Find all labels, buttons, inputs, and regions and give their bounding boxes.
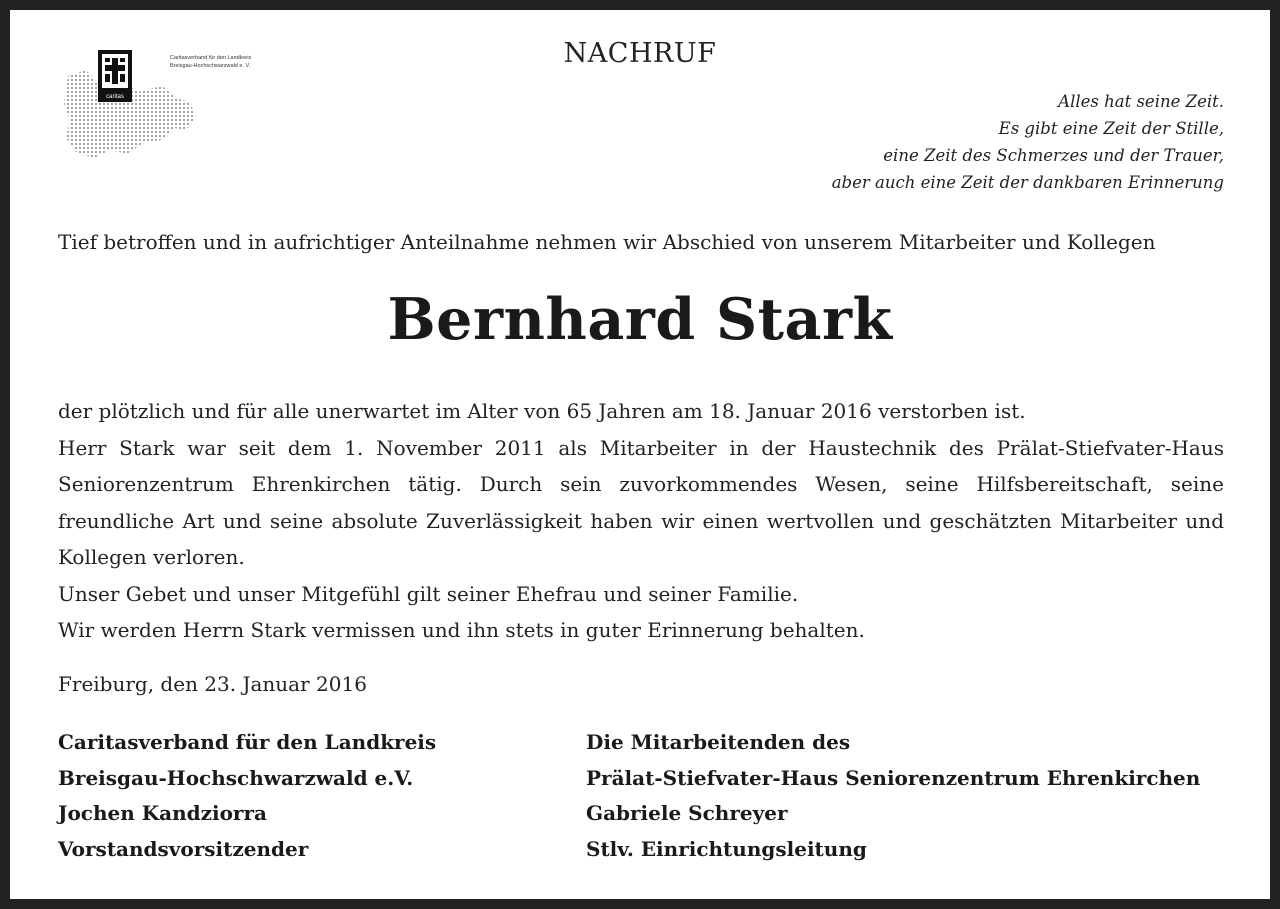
quote-line-1: Alles hat seine Zeit. xyxy=(1058,92,1224,111)
caritas-mark-text: caritas xyxy=(106,94,124,100)
place-date: Freiburg, den 23. Januar 2016 xyxy=(58,672,367,696)
caritas-logo-line1: Caritasverband für den Landkreis xyxy=(170,55,252,61)
body-paragraph-3: Unser Gebet und unser Mitgefühl gilt seiner Ehefrau und seiner Familie. xyxy=(58,581,799,606)
signature-right-line-2: Prälat-Stiefvater-Haus Seniorenzentrum Ehrenkirchen xyxy=(586,765,1201,790)
signature-left-line-3: Jochen Kandziorra xyxy=(58,801,267,825)
quote-block xyxy=(832,88,1224,196)
deceased-name: Bernhard Stark xyxy=(387,286,893,353)
intro-text: Tief betroffen und in aufrichtiger Anteilnahme nehmen wir Abschied von unserem Mitarbeiter und Kollegen xyxy=(58,230,1156,254)
signature-right-line-3: Gabriele Schreyer xyxy=(586,801,788,825)
signature-left-line-2: Breisgau-Hochschwarzwald e.V. xyxy=(58,765,414,790)
signature-left-line-1: Caritasverband für den Landkreis xyxy=(58,730,437,754)
obituary-page xyxy=(10,10,1270,899)
body-paragraph-4: Wir werden Herrn Stark vermissen und ihn stets in guter Erinnerung behalten. xyxy=(58,618,865,642)
caritas-logo-line2: Breisgau-Hochschwarzwald e. V. xyxy=(170,63,251,69)
page-title: NACHRUF xyxy=(563,38,717,69)
signature-right-line-4: Stlv. Einrichtungsleitung xyxy=(586,836,867,861)
quote-line-2: Es gibt eine Zeit der Stille, xyxy=(998,119,1224,138)
body-paragraph-1: der plötzlich und für alle unerwartet im Alter von 65 Jahren am 18. Januar 2016 verstorben ist. xyxy=(58,399,1026,423)
signature-right xyxy=(586,725,1200,867)
signature-right-line-1: Die Mitarbeitenden des xyxy=(586,730,851,754)
quote-line-3: eine Zeit des Schmerzes und der Trauer, xyxy=(883,146,1224,165)
signature-left xyxy=(58,725,436,867)
quote-line-4: aber auch eine Zeit der dankbaren Erinnerung xyxy=(831,173,1224,192)
obituary-body xyxy=(58,393,1224,649)
body-paragraph-2: Herr Stark war seit dem 1. November 2011 als Mitarbeiter in der Haustechnik des Prälat-Stiefvater-Haus Seniorenzentrum Ehrenkirchen tätig. Durch sein zuvorkommendes Wesen, seine Hilfsbereitschaft, seine freundliche Art und seine absolute Zuverlässigkeit haben wir einen wertvollen und geschätzten Mitarbeiter und Kollegen verloren. xyxy=(58,435,1224,569)
signature-left-line-4: Vorstandsvorsitzender xyxy=(58,836,309,861)
